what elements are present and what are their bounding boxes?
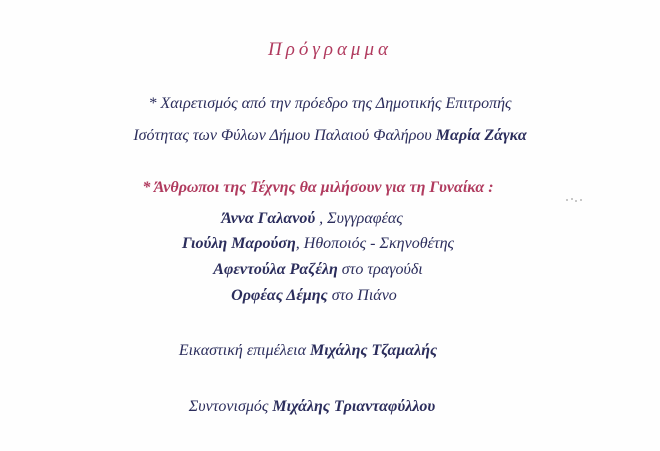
president-name: Μαρία Ζάγκα xyxy=(435,127,527,144)
credit-label: Εικαστική επιμέλεια xyxy=(178,342,310,359)
participant-role: , Ηθοποιός - Σκηνοθέτης xyxy=(295,235,455,252)
participant-name: Ορφέας Δέμης xyxy=(231,287,328,304)
credit-name: Μιχάλης Τζαμαλής xyxy=(310,342,438,359)
participant-line xyxy=(0,234,648,254)
credit-line-coordination xyxy=(0,397,642,417)
participant-line xyxy=(0,260,648,280)
scan-speck xyxy=(566,197,586,203)
participant-line xyxy=(0,209,642,229)
greeting-line-2 xyxy=(0,126,660,146)
participant-role: στο Πιάνο xyxy=(327,287,397,304)
participant-name: Αφεντούλα Ραζέλη xyxy=(213,261,338,278)
greeting-line-2-text: Ισότητας των Φύλων Δήμου Παλαιού Φαλήρου xyxy=(133,127,436,144)
greeting-line-1: * Χαιρετισμός από την πρόεδρο της Δημοτικής Επιτροπής xyxy=(148,95,512,112)
participant-name: Άννα Γαλανού xyxy=(221,210,316,227)
artists-heading: * Άνθρωποι της Τέχνης θα μιλήσουν για τη Γυναίκα : xyxy=(142,179,494,196)
credit-line-art-direction xyxy=(0,341,638,361)
credit-label: Συντονισμός xyxy=(188,398,273,415)
participant-name: Γιούλη Μαρούση xyxy=(181,235,296,252)
participant-line xyxy=(0,286,644,306)
program-title: Πρόγραμμα xyxy=(268,39,392,60)
credit-name: Μιχάλης Τριανταφύλλου xyxy=(272,398,436,415)
participant-role: στο τραγούδι xyxy=(337,261,423,278)
participant-role: , Συγγραφέας xyxy=(315,210,403,227)
